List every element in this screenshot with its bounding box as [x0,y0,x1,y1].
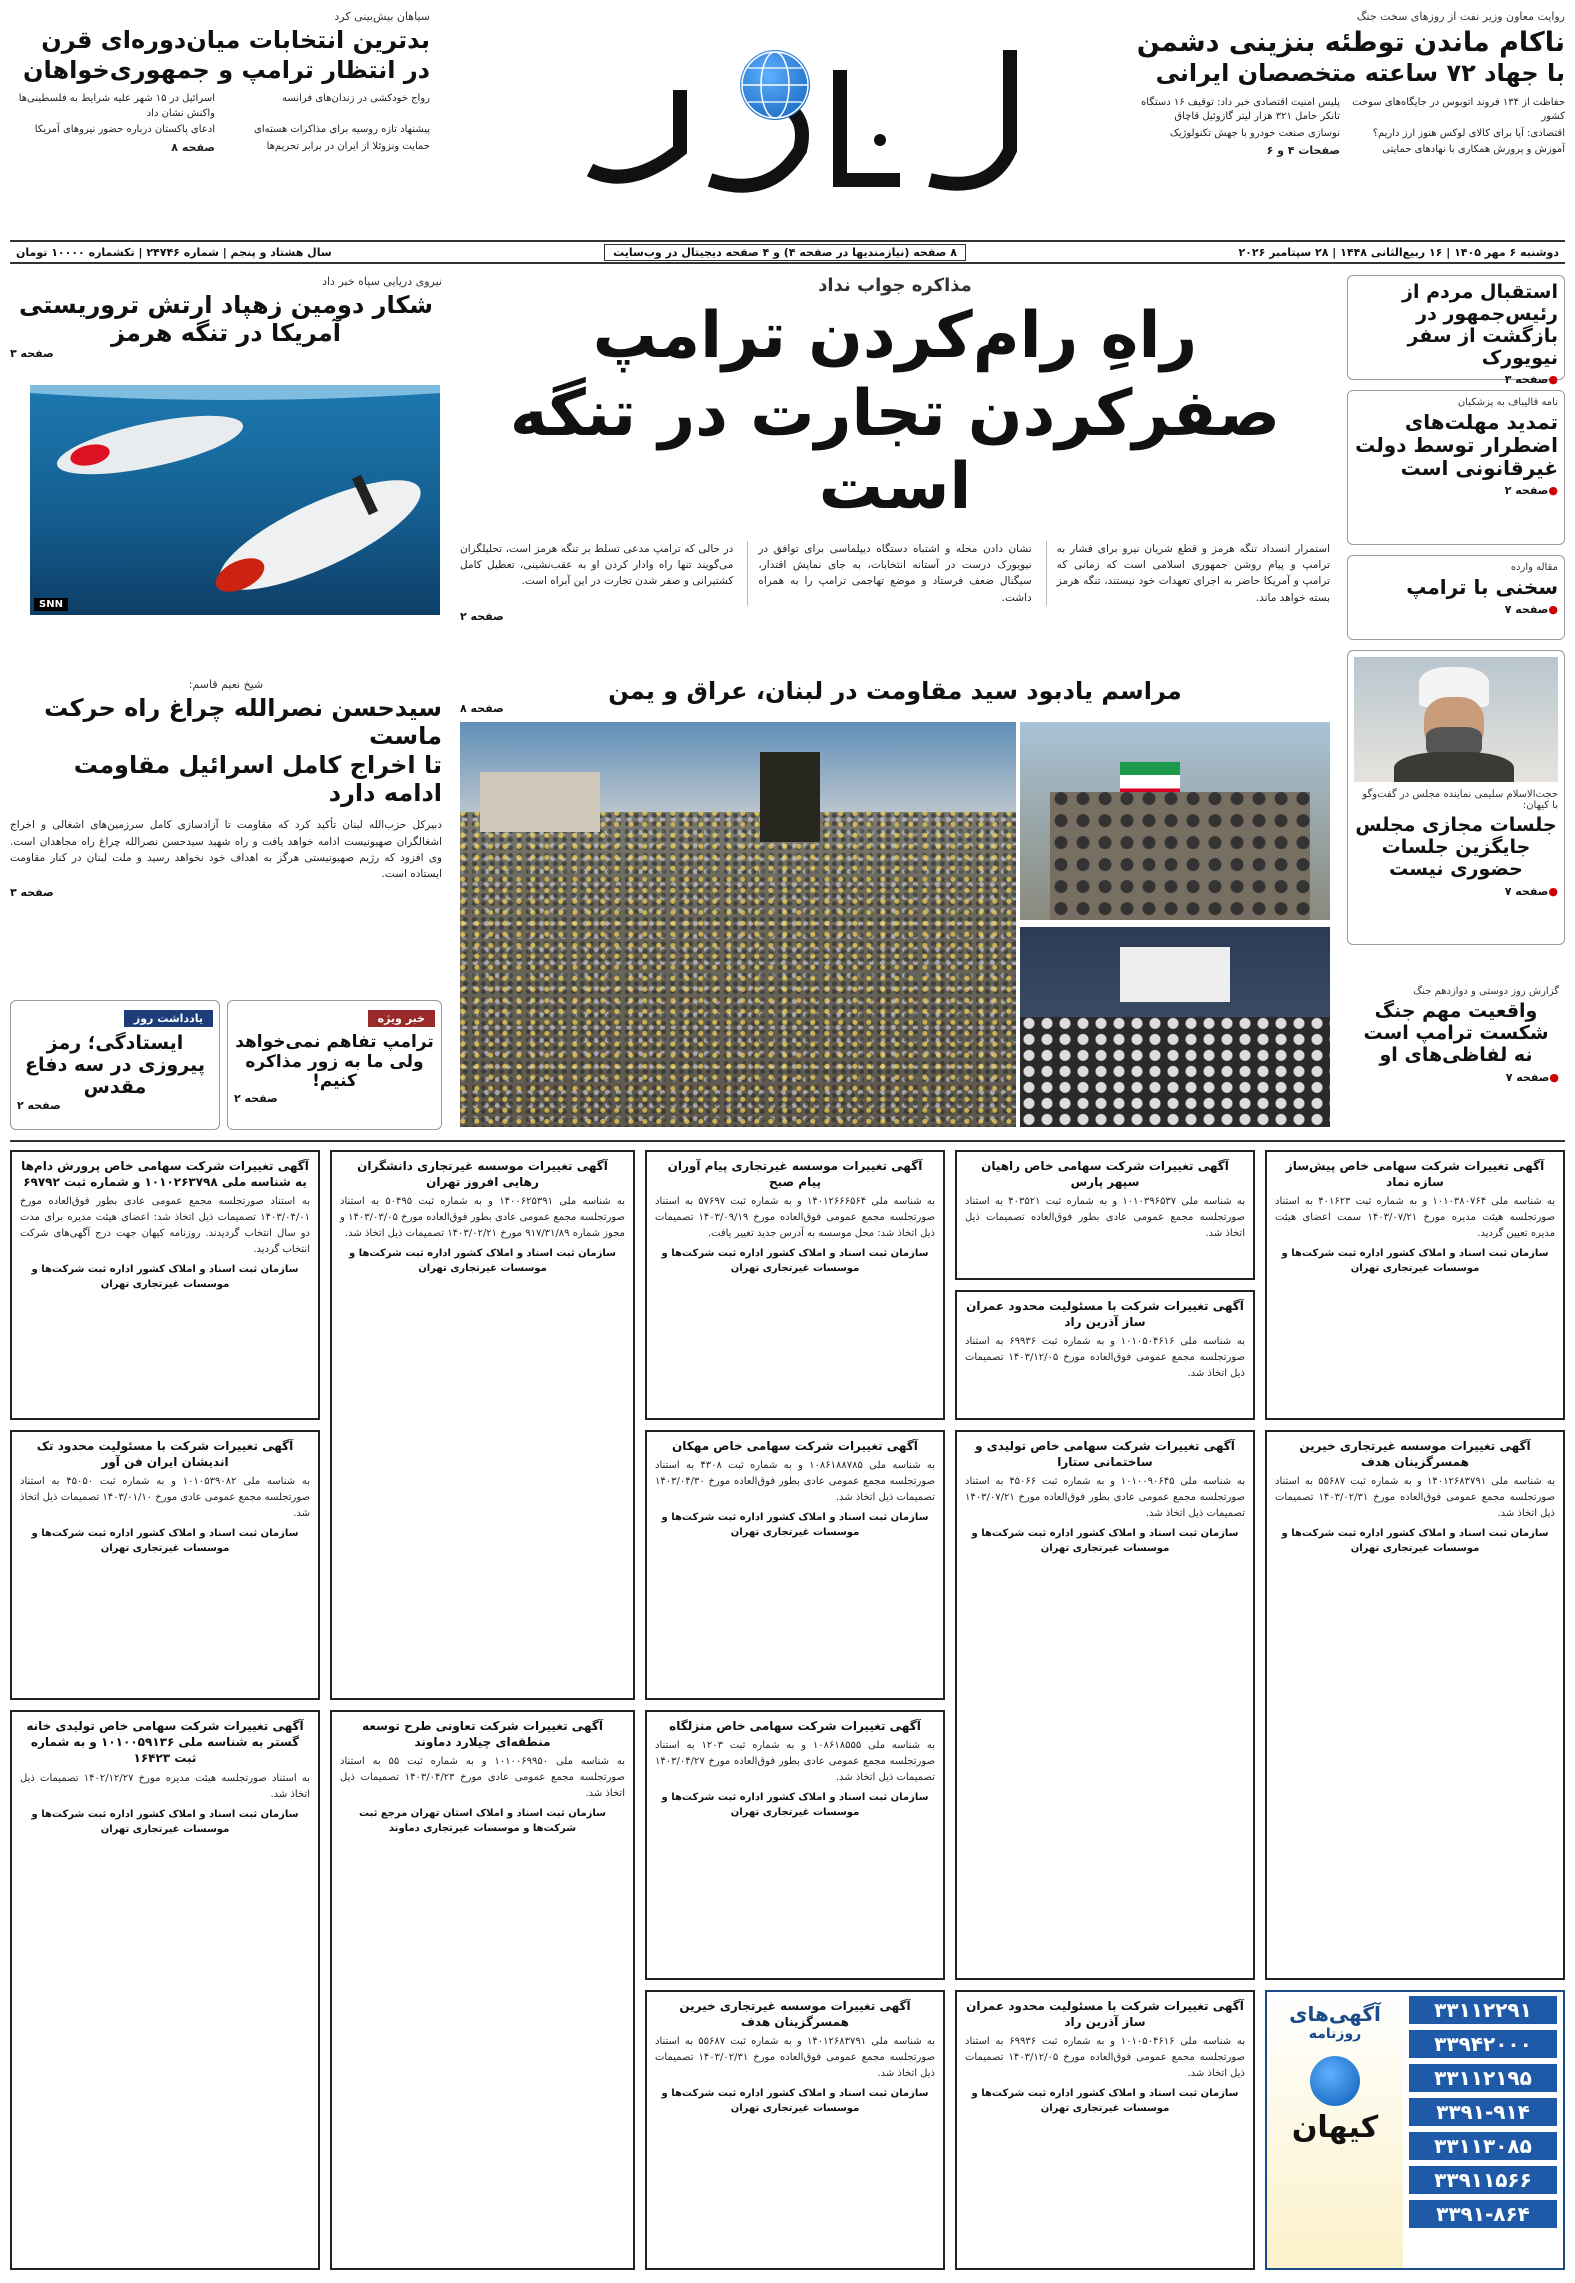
sidebar [1347,275,1565,1130]
story-pre: سیاهان بیش‌بینی کرد [334,10,430,23]
page-ref: ●صفحه ۳ [1504,373,1558,387]
ad-contact-box [1265,1990,1565,2270]
info-issue: سال هشتاد و پنجم | شماره ۲۴۷۴۶ | تکشماره ۱۰۰۰۰ تومان [16,245,332,259]
submarine-drone-illustration [30,385,440,615]
legal-ad: آگهی تغییرات شرکت با مسئولیت محدود عمران ساز آذرین راد به شناسه ملی ۱۰۱۰۵۰۴۶۱۶ و به شماره ثبت ۶۹۹۳۶ به استناد صورتجلسه مجمع عمومی فوق‌العاده مورخ ۱۴۰۳/۱۲/۰۵ تصمیمات ذیل اتخاذ شد. سازمان ثبت اسناد و املاک کشور اداره ثبت شرکت‌ها و موسسات غیرتجاری تهران [955,1990,1255,2270]
story-pre: شیخ نعیم قاسم: [188,678,264,691]
sidebar-pre: حجت‌الاسلام سلیمی نماینده مجلس در گفت‌وگو با کیهان: [1362,789,1558,811]
bullet: حمایت ونزوئلا از ایران در برابر تحریم‌ها [266,140,430,152]
page-ref: صفحه ۲ [460,609,504,623]
editorial-box [10,1000,220,1130]
legal-ad: آگهی تغییرات موسسه غیرتجاری خیرین همسرگزینان هدف به شناسه ملی ۱۴۰۱۲۶۸۳۷۹۱ و به شماره ثبت ۵۵۶۸۷ به استناد صورتجلسه مجمع عمومی فوق‌العاده مورخ ۱۴۰۳/۰۲/۳۱ تصمیمات ذیل اتخاذ شد. سازمان ثبت اسناد و املاک کشور اداره ثبت شرکت‌ها و موسسات غیرتجاری تهران [645,1990,945,2270]
globe-icon [1310,2056,1360,2106]
page-ref: صفحه ۸ [460,702,504,715]
page-ref: ●صفحه ۷ [1505,1070,1559,1084]
special-news-box [227,1000,442,1130]
story-headline: در انتظار ترامپ و جمهوری‌خواهان [23,55,430,84]
main-headline: صفرکردن تجارت در تنگه است [509,376,1281,525]
box-headline: ترامپ تفاهم نمی‌خواهد ولی ما به زور مذاکره کنیم! [235,1032,434,1092]
legal-ad: آگهی تغییرات شرکت سهامی خاص پرورش دام‌ها به شناسه ملی ۱۰۱۰۲۶۳۷۹۸ و شماره ثبت ۶۹۷۹۲ به استناد صورتجلسه مجمع عمومی عادی بطور فوق‌العاده مورخ ۱۴۰۳/۰۴/۰۱ تصمیمات ذیل اتخاذ شد: اعضای هیئت مدیره برای مدت دو سال انتخاب گردیدند. روزنامه کیهان جهت درج آگهی‌های شرکت انتخاب گردید. سازمان ثبت اسناد و املاک کشور اداره ثبت شرکت‌ها و موسسات غیرتجاری تهران [10,1150,320,1420]
ad-box-title: آگهی‌های [1289,2002,1381,2026]
story-headline: شکار دومین زهپاد ارتش تروریستی آمریکا در تنگه هرمز [18,291,434,347]
phone-number: ۳۳۱۱۳۰۸۵ [1409,2132,1557,2160]
legal-ad: آگهی تغییرات شرکت سهامی خاص تولیدی خانه گستر به شناسه ملی ۱۰۱۰۰۵۹۱۳۶ و به شماره ثبت ۱۶۴۲۳ به استناد صورتجلسه هیئت مدیره مورخ ۱۴۰۲/۱۲/۲۷ تصمیمات ذیل اتخاذ شد. سازمان ثبت اسناد و املاک کشور اداره ثبت شرکت‌ها و موسسات غیرتجاری تهران [10,1710,320,2270]
page-ref: صفحه ۳ [10,347,54,361]
sidebar-title: سخنی با ترامپ [1406,575,1558,599]
story-bullets [10,92,430,155]
sidebar-title: استقبال مردم از رئیس‌جمهور در بازگشت از سفر نیویورک [1402,281,1558,369]
bullet: پیشنهاد تازه روسیه برای مذاکرات هسته‌ای [254,124,430,136]
ad-box-title: روزنامه [1308,2026,1362,2042]
legal-ad: آگهی تغییرات شرکت سهامی خاص منزلگاه به شناسه ملی ۱۰۸۶۱۸۵۵۵ و به شماره ثبت ۱۲۰۳ به استناد صورتجلسه مجمع عمومی عادی بطور فوق‌العاده مورخ ۱۴۰۳/۰۴/۲۷ تصمیمات ذیل اتخاذ شد. سازمان ثبت اسناد و املاک کشور اداره ثبت شرکت‌ها و موسسات غیرتجاری تهران [645,1710,945,1980]
masthead [10,10,1565,240]
main-column: در حالی که ترامپ مدعی تسلط بر تنگه هرمز است، تحلیلگران می‌گویند تنها راه وادار کردن او به عقب‌نشینی، تعطیل کامل کشتیرانی و صفر شدن تجارت در این آبراه است. [460,542,734,588]
sidebar-pre: گزارش روز دوستی و دوازدهم جنگ [1413,986,1559,997]
bullet: اقتصادی: آیا برای کالای لوکس هنوز ارز داریم؟ [1372,127,1565,139]
info-bar [10,240,1565,264]
legal-ad: آگهی تغییرات شرکت سهامی خاص پیش‌ساز سازه نماد به شناسه ملی ۱۰۱۰۳۸۰۷۶۴ و به شماره ثبت ۴۰۱۶۲۳ به استناد صورتجلسه هیئت مدیره مورخ ۱۴۰۳/۰۷/۲۱ سمت اعضای هیئت مدیره تعیین گردید. سازمان ثبت اسناد و املاک کشور اداره ثبت شرکت‌ها و موسسات غیرتجاری تهران [1265,1150,1565,1420]
story-headline: سیدحسن نصرالله چراغ راه حرکت ماست [44,694,442,750]
sidebar-item [1347,555,1565,640]
phone-number: ۳۳۹۴۲۰۰۰ [1409,2030,1557,2058]
bullet: اسرائیل در ۱۵ شهر علیه شرایط به فلسطینی‌ها واکنش نشان داد [18,93,215,119]
legal-ad: آگهی تغییرات شرکت با مسئولیت محدود عمران ساز آذرین راد به شناسه ملی ۱۰۱۰۵۰۴۶۱۶ و به شماره ثبت ۶۹۹۳۶ به استناد صورتجلسه مجمع عمومی فوق‌العاده مورخ ۱۴۰۳/۱۲/۰۵ تصمیمات ذیل اتخاذ شد. [955,1290,1255,1420]
ceremony-photo-main [460,722,1016,1127]
photo-credit: SNN [34,598,68,611]
page-ref: صفحه ۲ [234,1091,278,1105]
main-headline: راهِ رام‌کردن ترامپ [592,299,1198,373]
page-ref: صفحه ۸ [171,140,215,154]
legal-ad: آگهی تغییرات موسسه غیرتجاری خیرین همسرگزینان هدف به شناسه ملی ۱۴۰۱۲۶۸۳۷۹۱ و به شماره ثبت ۵۵۶۸۷ به استناد صورتجلسه مجمع عمومی فوق‌العاده مورخ ۱۴۰۳/۰۲/۳۱ تصمیمات ذیل اتخاذ شد. سازمان ثبت اسناد و املاک کشور اداره ثبت شرکت‌ها و موسسات غیرتجاری تهران [1265,1430,1565,1980]
info-date: دوشنبه ۶ مهر ۱۴۰۵ | ۱۶ ربیع‌الثانی ۱۴۴۸ | ۲۸ سپتامبر ۲۰۲۶ [1238,245,1559,259]
sidebar-item [1347,275,1565,387]
sidebar-pre: نامه قالیباف به پزشکیان [1457,397,1558,408]
story-pre: نیروی دریایی سپاه خبر داد [322,275,442,288]
page-ref: ●صفحه ۲ [1504,484,1558,497]
ceremony-headline: مراسم یادبود سید مقاومت در لبنان، عراق و یمن [608,677,1182,705]
info-pages: ۸ صفحه (نیازمندیها در صفحه ۴) و ۴ صفحه دیجیتال در وب‌سایت [604,244,966,261]
main-pre: مذاکره جواب نداد [818,275,972,296]
box-tag: خبر ویژه [368,1010,435,1027]
bullet: رواج خودکشی در زندان‌های فرانسه [282,93,430,105]
globe-icon [740,50,810,120]
sidebar-item [1347,980,1565,1130]
bullet: حفاظت از ۱۳۴ فروند اتوبوس در جایگاه‌های سوخت کشور [1352,96,1565,123]
ad-box-logo: کیهان [1291,2110,1379,2145]
main-story [460,275,1330,675]
masthead-right-story [1125,10,1565,159]
bullet: آموزش و پرورش همکاری با نهادهای حمایتی [1382,144,1565,156]
legal-ad: آگهی تغییرات شرکت سهامی خاص راهیان سپهر پارس به شناسه ملی ۱۰۱۰۳۹۶۵۳۷ و به شماره ثبت ۴۰۳۵۲۱ به استناد صورتجلسه مجمع عمومی عادی بطور فوق‌العاده تصمیمات ذیل اتخاذ شد. [955,1150,1255,1280]
ceremony-photo-hall [1020,927,1330,1127]
main-column: نشان دادن محله و اشتباه دستگاه دیپلماسی برای توافق در نیویورک درست در آستانه انتخابات، به جای نمایش اقتدار، سیگنال ضعف فرستاد و موضع تهاجمی ترامپ را به همراه داشت. [747,541,1031,606]
box-tag: یادداشت روز [124,1010,213,1027]
sidebar-title: جلسات مجازی مجلس جایگزین جلسات حضوری نیست [1355,814,1557,880]
ad-contact-phones [1403,1992,1563,2268]
phone-number: ۳۳۹۱-۸۶۴ [1409,2200,1557,2228]
bullet: پلیس امنیت اقتصادی خبر داد: توقیف ۱۶ دستگاه تانکر حامل ۳۲۱ هزار لیتر گازوئیل قاچاق [1141,96,1340,123]
left-top-story [10,275,442,675]
story-headline: تا اخراج کامل اسرائیل مقاومت ادامه دارد [73,751,442,807]
page-ref: صفحه ۳ [10,886,54,900]
sidebar-title: تمدید مهلت‌های اضطرار توسط دولت غیرقانونی است [1355,410,1558,480]
legal-ad: آگهی تغییرات شرکت سهامی خاص تولیدی و ساختمانی ستارا به شناسه ملی ۱۰۱۰۰۹۰۶۴۵ و به شماره ثبت ۴۵۰۶۶ به استناد صورتجلسه مجمع عمومی عادی بطور فوق‌العاده مورخ ۱۴۰۳/۰۷/۲۱ تصمیمات ذیل اتخاذ شد. سازمان ثبت اسناد و املاک کشور اداره ثبت شرکت‌ها و موسسات غیرتجاری تهران [955,1430,1255,1980]
sidebar-item [1347,390,1565,545]
page-ref: صفحات ۴ و ۶ [1266,144,1340,158]
sidebar-title: واقعیت مهم جنگ شکست ترامپ است نه لفاظی‌های او [1363,1000,1549,1066]
interview-portrait [1354,657,1558,782]
phone-number: ۳۳۹۱۱۵۶۶ [1409,2166,1557,2194]
story-body: دبیرکل حزب‌الله لبنان تأکید کرد که مقاومت تا آزادسازی کامل سرزمین‌های اشغالی و اخراج اشغالگران صهیونیست ادامه خواهد یافت و راه شهید سیدحسن نصرالله چراغ راه مجاهدان است. وی افزود که رژیم صهیونیستی هرگز به اهداف خود نخواهد رسید و ملت لبنان در کنار مقاومت ایستاده است. [10,819,442,881]
legal-ad: آگهی تغییرات شرکت با مسئولیت محدود تک انديشان ايران فن آور به شناسه ملی ۱۰۱۰۵۳۹۰۸۲ و به شماره ثبت ۴۵۰۵۰ به استناد صورتجلسه مجمع عمومی عادی مورخ ۱۴۰۳/۰۱/۱۰ تصمیمات ذیل اتخاذ شد. سازمان ثبت اسناد و املاک کشور اداره ثبت شرکت‌ها و موسسات غیرتجاری تهران [10,1430,320,1700]
bullet: نوسازی صنعت خودرو با جهش تکنولوژیک [1169,127,1340,139]
sidebar-item [1347,650,1565,945]
story-bullets [1125,96,1565,159]
masthead-left-story [10,10,430,156]
main-column: استمرار انسداد تنگه هرمز و قطع شریان نیرو برای فشار به ترامپ و پیام روشن جمهوری اسلامی است که زمانی که ترامپ و آمریکا حاضر به اجرای تعهدات خود نیستند، تنگه هرمز بسته خواهد ماند. [1046,541,1330,606]
newspaper-logo [570,30,1030,210]
legal-ad: آگهی تغییرات شرکت سهامی خاص مهکان به شناسه ملی ۱۰۸۶۱۸۸۷۸۵ و به شماره ثبت ۴۳۰۸ به استناد صورتجلسه مجمع عمومی عادی بطور فوق‌العاده مورخ ۱۴۰۳/۰۴/۳۰ تصمیمات ذیل اتخاذ شد. سازمان ثبت اسناد و املاک کشور اداره ثبت شرکت‌ها و موسسات غیرتجاری تهران [645,1430,945,1700]
phone-number: ۳۳۱۱۲۱۹۵ [1409,2064,1557,2092]
phone-number: ۳۳۹۱-۹۱۴ [1409,2098,1557,2126]
box-headline: ایستادگی؛ رمز پیروزی در سه دفاع مقدس [25,1032,205,1098]
legal-ad: آگهی تغییرات موسسه غیرتجاری پیام آوران پیام صبح به شناسه ملی ۱۴۰۱۲۶۶۶۵۶۴ و به شماره ثبت ۵۷۶۹۷ به استناد صورتجلسه مجمع عمومی فوق‌العاده مورخ ۱۴۰۳/۰۹/۱۹ تصمیمات ذیل اتخاذ شد: محل موسسه به آدرس جدید تغییر یافت. سازمان ثبت اسناد و املاک کشور اداره ثبت شرکت‌ها و موسسات غیرتجاری تهران [645,1150,945,1420]
story-pre: روایت معاون وزیر نفت از روزهای سخت جنگ [1356,10,1565,23]
page-ref: ●صفحه ۷ [1504,884,1558,898]
page-ref: ●صفحه ۷ [1504,603,1558,616]
bullet: ادعای پاکستان درباره حضور نیروهای آمریکا [34,124,215,136]
page-ref: صفحه ۲ [17,1098,61,1112]
story-headline: با جهاد ۷۲ ساعته متخصصان ایرانی [1155,59,1565,88]
story-headline: بدترین انتخابات میان‌دوره‌ای قرن [41,26,430,54]
sidebar-pre: مقاله وارده [1510,562,1558,573]
ceremony-photo-flags [1020,722,1330,920]
nasrallah-story [10,678,442,998]
ceremony-story [460,678,1330,1130]
legal-ad: آگهی تغییرات شرکت تعاونی طرح توسعه منطقه‌ای چیلارد دماوند به شناسه ملی ۱۰۱۰۰۶۹۹۵۰ و به شماره ثبت ۵۵ به استناد صورتجلسه مجمع عمومی عادی مورخ ۱۴۰۳/۰۴/۲۳ تصمیمات ذیل اتخاذ شد. سازمان ثبت اسناد و املاک استان تهران مرجع ثبت شرکت‌ها و موسسات غیرتجاری دماوند [330,1710,635,2270]
main-columns [460,541,1330,606]
ad-contact-brand [1267,1992,1403,2268]
story-headline: ناکام ماندن توطئه بنزینی دشمن [1136,27,1565,58]
submarine-photo [30,385,440,615]
legal-ad: آگهی تغییرات موسسه غیرتجاری دانشگران رهایی افروز تهران به شناسه ملی ۱۴۰۰۶۲۵۳۹۱ و به شماره ثبت ۵۰۴۹۵ به استناد صورتجلسه مجمع عمومی عادی بطور فوق‌العاده مورخ ۱۴۰۳/۰۳/۰۵ و مجوز شماره ۹۱۷/۳۱/۸۹ مورخ ۱۴۰۳/۰۲/۲۱ تصمیمات ذیل اتخاذ شد. سازمان ثبت اسناد و املاک کشور اداره ثبت شرکت‌ها و موسسات غیرتجاری تهران [330,1150,635,1700]
phone-number: ۳۳۱۱۲۲۹۱ [1409,1996,1557,2024]
